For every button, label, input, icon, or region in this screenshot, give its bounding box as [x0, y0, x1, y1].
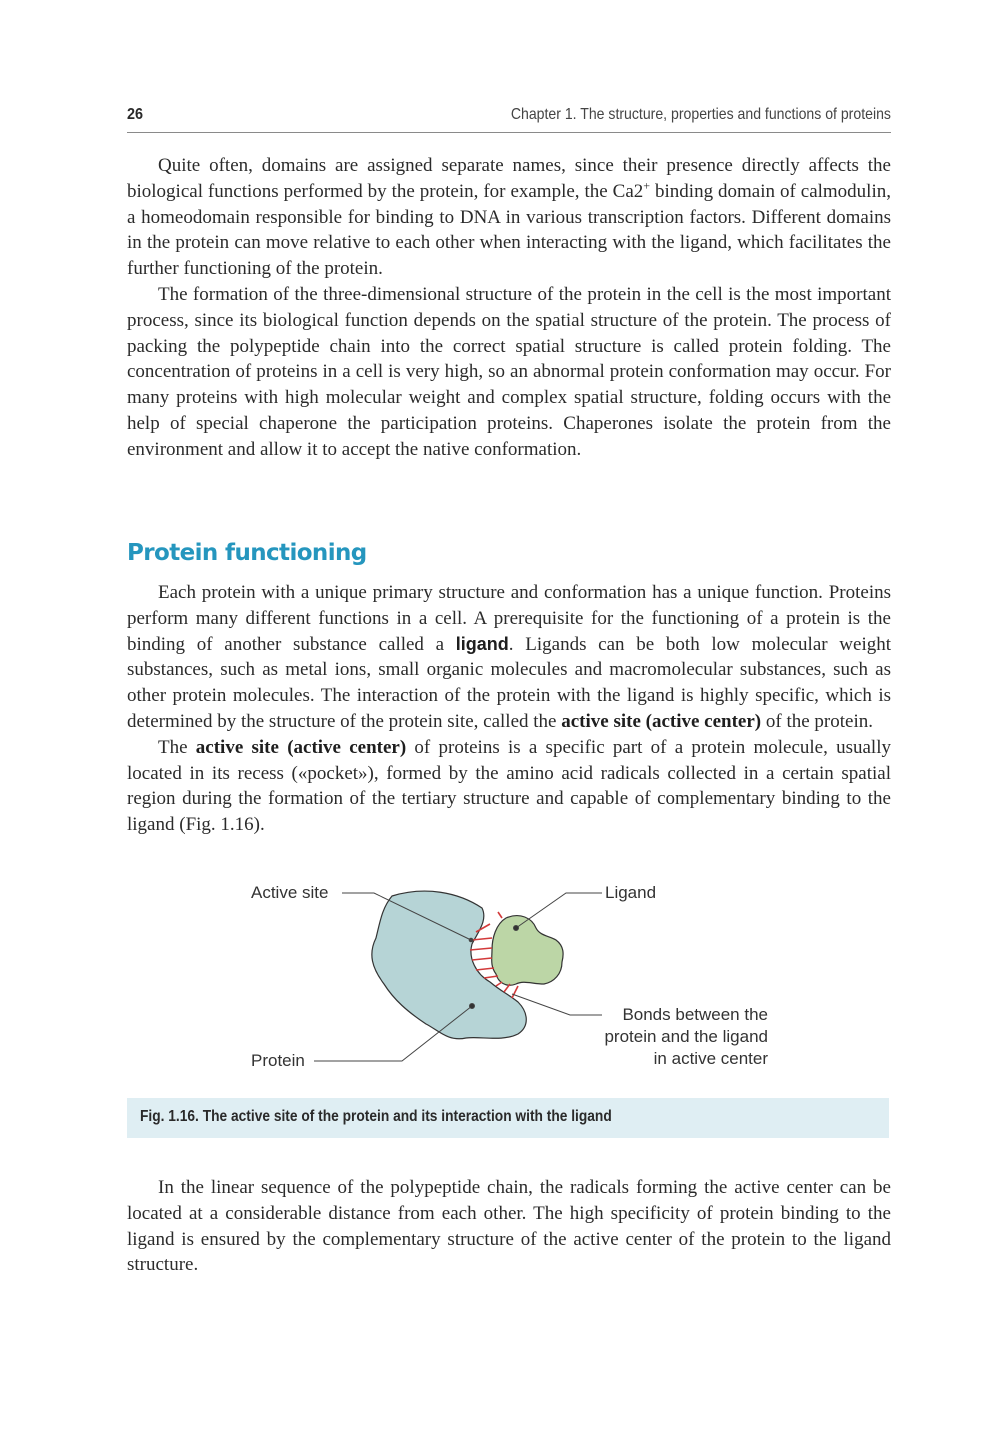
label-active-site: Active site	[251, 883, 329, 902]
paragraph	[127, 153, 891, 282]
paragraph-text: Each protein with a unique primary structure and conformation has a unique function. Proteins perform many different functions in a cell. A prerequisite for the functioning of a protein is the binding of another substance called a	[127, 582, 891, 655]
paragraph	[127, 282, 891, 463]
figure-active-site	[240, 878, 800, 1078]
paragraph	[127, 1175, 891, 1278]
figure-caption: Fig. 1.16. The active site of the protein and its interaction with the ligand	[140, 1108, 612, 1125]
page-header	[127, 104, 891, 133]
paragraph-text: of the protein.	[761, 710, 873, 732]
leader-dot	[514, 926, 519, 931]
paragraph-text: In the linear sequence of the polypeptide chain, the radicals forming the active center can be located at a considerable distance from each other. The high specificity of protein binding to the ligand is ensured by the complementary structure of the active center of the protein to the ligand structure.	[127, 1177, 891, 1276]
page-number: 26	[127, 106, 144, 123]
text-block-closing	[127, 1175, 891, 1278]
paragraph-text: Quite often, domains are assigned separate names, since their presence directly affects the biological functions performed by the protein, for example, the Ca2	[127, 155, 891, 202]
bold-term: ligand	[455, 633, 509, 654]
paragraph-text: The	[158, 736, 196, 758]
label-bonds-line: in active center	[653, 1049, 768, 1068]
paragraph-text: . Ligands can be both low molecular weight substances, such as metal ions, small organic molecules and macromolecular substances, such as other protein molecules. The interaction of the protein with the ligand is highly specific, which is determined by the structure of the protein site, called the	[127, 633, 892, 732]
superscript: +	[643, 178, 651, 193]
bold-term: active site (active center)	[195, 736, 407, 758]
bold-term: active site (active center)	[561, 710, 762, 732]
text-block-intro	[127, 153, 891, 463]
text-block-functioning	[127, 580, 891, 838]
bond	[498, 912, 502, 918]
running-title: Chapter 1. The structure, properties and functions of proteins	[510, 106, 891, 123]
leader-dot	[470, 1004, 475, 1009]
paragraph	[127, 580, 891, 735]
bond	[484, 976, 498, 978]
ligand-shape	[492, 916, 563, 986]
paragraph	[127, 735, 891, 838]
paragraph-text: The formation of the three-dimensional structure of the protein in the cell is the most important process, since its biological function depends on the spatial structure of the protein. The process of packing the polypeptide chain into the correct spatial structure is called protein folding. The concentration of proteins in a cell is very high, so an abnormal protein conformation may occur. For many proteins with high molecular weight and complex spatial structure, folding occurs with the help of special chaperone the participation proteins. Chaperones isolate the protein from the environment and allow it to accept the native conformation.	[127, 283, 891, 460]
label-ligand: Ligand	[605, 883, 657, 902]
bond	[496, 982, 502, 986]
bond	[470, 948, 492, 950]
label-bonds	[604, 1004, 768, 1070]
bond	[472, 958, 492, 960]
label-protein: Protein	[251, 1051, 305, 1070]
figure-caption-box	[127, 1098, 889, 1138]
label-bonds-line: Bonds between the	[622, 1005, 768, 1024]
section-heading: Protein functioning	[127, 540, 367, 566]
leader-bonds	[512, 994, 602, 1015]
paragraph-text: binding domain of calmodulin, a homeodomain responsible for binding to DNA in various transcription factors. Different domains in the protein can move relative to each other when interacting with the ligand, which facilitates the further functioning of the protein.	[127, 180, 891, 280]
label-bonds-line: protein and the ligand	[604, 1027, 768, 1046]
paragraph-text: of proteins is a specific part of a protein molecule, usually located in its recess («pocket»), formed by the amino acid radicals collected in a certain spatial region during the formation of the tertiary structure and capable of complementary binding to the ligand (Fig. 1.16).	[127, 736, 891, 836]
leader-dot	[469, 938, 473, 942]
bond	[476, 968, 494, 970]
